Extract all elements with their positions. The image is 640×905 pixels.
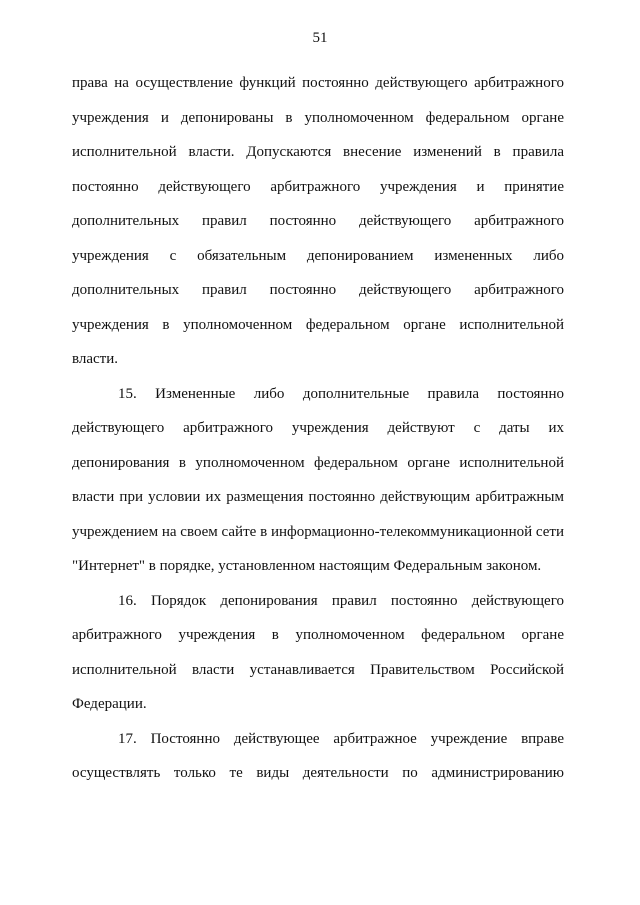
paragraph-continuation: права на осуществление функций постоянно действующего арбитражного учреждения и депонированы в уполномоченном федеральном органе исполнительной власти. Допускаются внесение изменений в правила постоянно действующего арбитражного учреждения и принятие дополнительных правил постоянно действующего арбитражного учреждения с обязательным депонированием измененных либо дополнительных правил постоянно действующего арбитражного учреждения в уполномоченном федеральном органе исполнительной власти. [72,75,564,367]
paragraph-16: 16. Порядок депонирования правил постоянно действующего арбитражного учреждения в уполномоченном федеральном органе исполнительной власти устанавливается Правительством Российской Федерации. [72,592,564,712]
page-number: 51 [312,30,328,46]
document-body [72,66,564,791]
paragraph-15: 15. Измененные либо дополнительные правила постоянно действующего арбитражного учреждения действуют с даты их депонирования в уполномоченном федеральном органе исполнительной власти при условии их размещения постоянно действующим арбитражным учреждением на своем сайте в информационно-телекоммуникационной сети "Интернет" в порядке, установленном настоящим Федеральным законом. [72,385,564,574]
paragraph-17: 17. Постоянно действующее арбитражное учреждение вправе осуществлять только те виды деятельности по администрированию [72,730,564,781]
